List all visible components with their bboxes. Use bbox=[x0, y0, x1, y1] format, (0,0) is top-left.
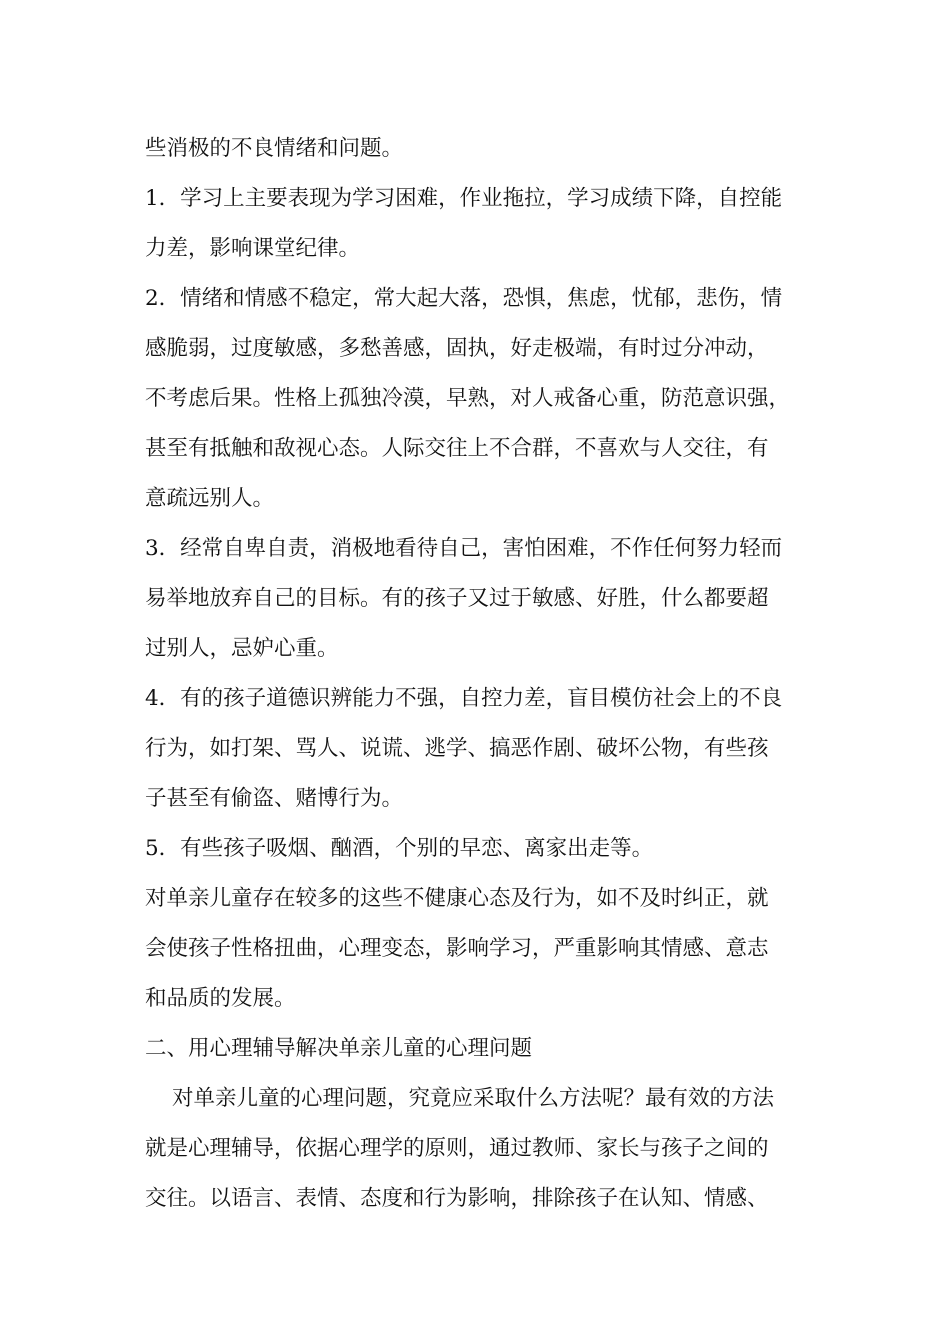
text-line: 些消极的不良情绪和问题。 bbox=[145, 136, 404, 161]
text-line: 对单亲儿童的心理问题，究竟应采取什么方法呢？最有效的方法 bbox=[172, 1086, 775, 1111]
text-line: 不考虑后果。性格上孤独冷漠，早熟，对人戒备心重，防范意识强， bbox=[145, 386, 791, 411]
text-line: 就是心理辅导，依据心理学的原则，通过教师、家长与孩子之间的 bbox=[145, 1136, 769, 1161]
text-line: 3．经常自卑自责，消极地看待自己，害怕困难，不作任何努力轻而 bbox=[145, 536, 783, 561]
text-line: 2．情绪和情感不稳定，常大起大落，恐惧，焦虑，忧郁，悲伤，情 bbox=[145, 286, 783, 311]
text-line: 甚至有抵触和敌视心态。人际交往上不合群，不喜欢与人交往，有 bbox=[145, 436, 769, 461]
section-heading: 二、用心理辅导解决单亲儿童的心理问题 bbox=[145, 1036, 533, 1061]
text-line: 行为，如打架、骂人、说谎、逃学、搞恶作剧、破坏公物，有些孩 bbox=[145, 736, 769, 761]
text-line: 和品质的发展。 bbox=[145, 986, 296, 1011]
text-line: 力差，影响课堂纪律。 bbox=[145, 236, 361, 261]
text-line: 交往。以语言、表情、态度和行为影响，排除孩子在认知、情感、 bbox=[145, 1186, 769, 1211]
text-line: 过别人，忌妒心重。 bbox=[145, 636, 339, 661]
text-line: 意疏远别人。 bbox=[145, 486, 275, 511]
text-line: 子甚至有偷盗、赌博行为。 bbox=[145, 786, 404, 811]
text-line: 1．学习上主要表现为学习困难，作业拖拉，学习成绩下降，自控能 bbox=[145, 186, 783, 211]
text-line: 5．有些孩子吸烟、酗酒，个别的早恋、离家出走等。 bbox=[145, 836, 654, 861]
text-line: 4．有的孩子道德识辨能力不强，自控力差，盲目模仿社会上的不良 bbox=[145, 686, 783, 711]
text-line: 会使孩子性格扭曲，心理变态，影响学习，严重影响其情感、意志 bbox=[145, 936, 769, 961]
text-line: 易举地放弃自己的目标。有的孩子又过于敏感、好胜，什么都要超 bbox=[145, 586, 769, 611]
text-line: 感脆弱，过度敏感，多愁善感，固执，好走极端，有时过分冲动， bbox=[145, 336, 769, 361]
text-line: 对单亲儿童存在较多的这些不健康心态及行为，如不及时纠正，就 bbox=[145, 886, 769, 911]
